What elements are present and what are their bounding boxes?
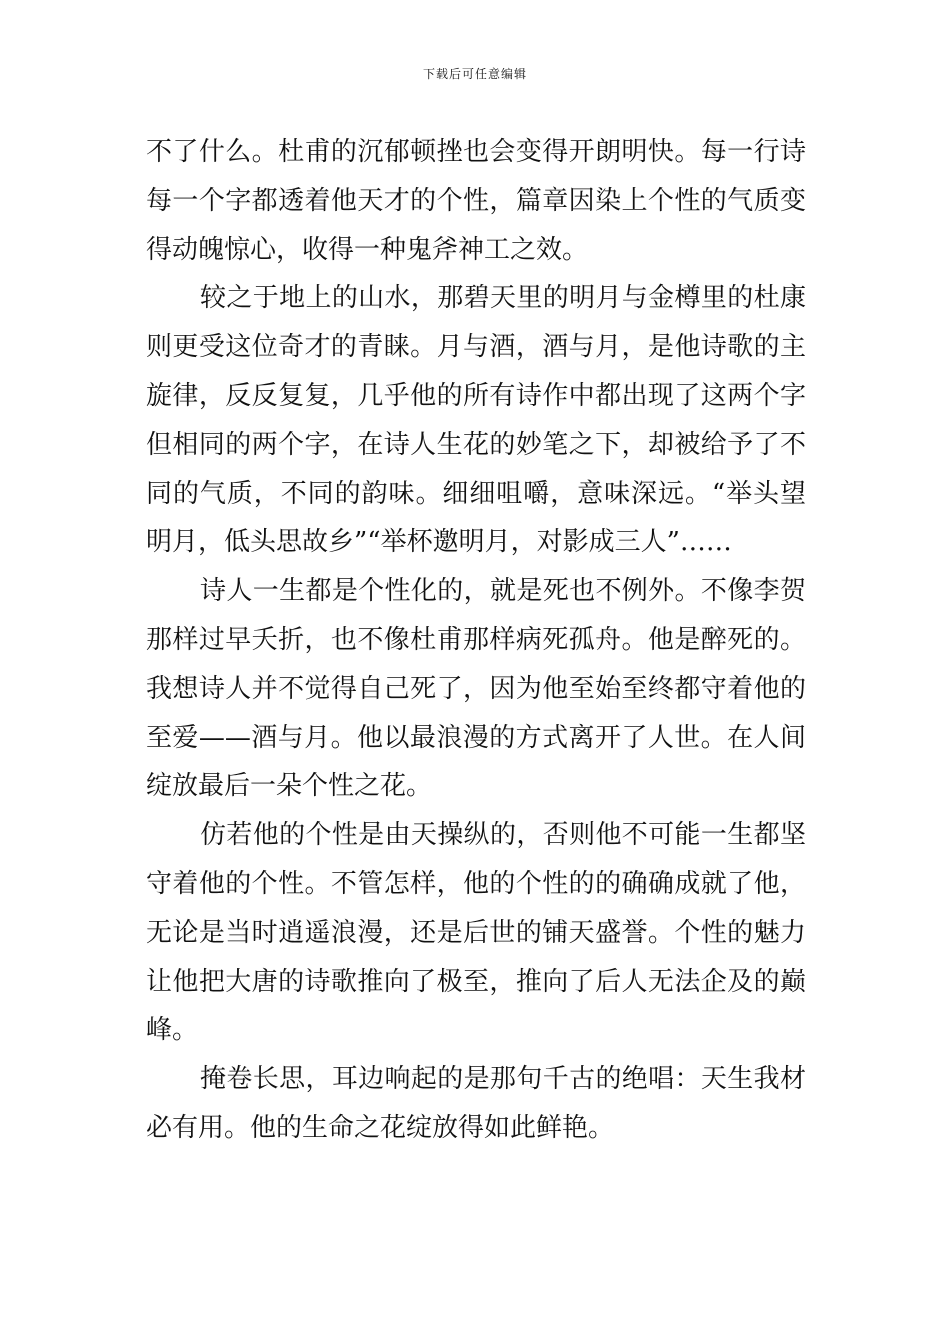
paragraph — [146, 567, 806, 811]
text-line: 无论是当时逍遥浪漫，还是后世的铺天盛誉。个性的魅力 — [146, 917, 806, 948]
paragraph — [146, 128, 806, 274]
text-line: 仿若他的个性是由天操纵的，否则他不可能一生都坚 — [200, 820, 806, 851]
text-line: 至爱——酒与月。他以最浪漫的方式离开了人世。在人间 — [146, 722, 806, 753]
paragraph — [146, 1055, 806, 1153]
paragraph — [146, 811, 806, 1055]
text-line: 守着他的个性。不管怎样，他的个性的的确确成就了他， — [146, 868, 806, 899]
text-line: 则更受这位奇才的青睐。月与酒，酒与月，是他诗歌的主 — [146, 332, 806, 363]
text-line: 那样过早夭折，也不像杜甫那样病死孤舟。他是醉死的。 — [146, 624, 806, 655]
text-line: 明月，低头思故乡”“举杯邀明月，对影成三人”…… — [146, 527, 732, 558]
article-body — [146, 128, 806, 1153]
text-line: 诗人一生都是个性化的，就是死也不例外。不像李贺 — [200, 576, 806, 607]
text-line: 我想诗人并不觉得自己死了，因为他至始至终都守着他的 — [146, 673, 806, 704]
text-line: 但相同的两个字，在诗人生花的妙笔之下，却被给予了不 — [146, 429, 806, 460]
text-line: 旋律，反反复复，几乎他的所有诗作中都出现了这两个字 — [146, 380, 806, 411]
text-line: 掩卷长思，耳边响起的是那句千古的绝唱：天生我材 — [200, 1064, 806, 1095]
text-line: 让他把大唐的诗歌推向了极至，推向了后人无法企及的巅 — [146, 966, 806, 997]
text-line: 峰。 — [146, 1015, 199, 1046]
text-line: 得动魄惊心，收得一种鬼斧神工之效。 — [146, 234, 589, 265]
text-line: 必有用。他的生命之花绽放得如此鲜艳。 — [146, 1112, 615, 1143]
text-line: 每一个字都透着他天才的个性，篇章因染上个性的气质变 — [146, 185, 806, 216]
text-line: 不了什么。杜甫的沉郁顿挫也会变得开朗明快。每一行诗 — [146, 137, 806, 167]
paragraph — [146, 274, 806, 567]
text-line: 同的气质，不同的韵味。细细咀嚼，意味深远。“举头望 — [146, 478, 806, 509]
text-line: 绽放最后一朵个性之花。 — [146, 771, 433, 802]
text-line: 较之于地上的山水，那碧天里的明月与金樽里的杜康 — [200, 283, 806, 314]
page-header-note: 下载后可任意编辑 — [422, 67, 527, 81]
